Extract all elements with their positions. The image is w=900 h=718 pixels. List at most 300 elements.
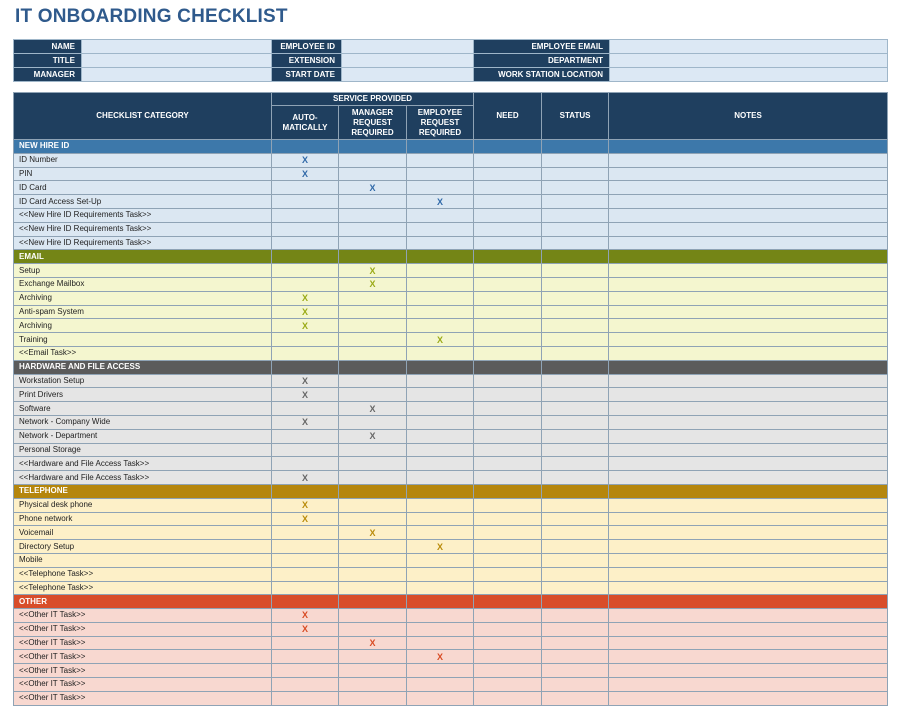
- status-cell[interactable]: [542, 471, 609, 485]
- need-cell[interactable]: [474, 498, 542, 512]
- auto-mark-cell: X: [272, 471, 339, 485]
- table-row: [14, 305, 888, 319]
- task-cell: <<Other IT Task>>: [14, 609, 272, 623]
- need-cell[interactable]: [474, 443, 542, 457]
- status-cell[interactable]: [542, 305, 609, 319]
- auto-mark-cell: [272, 581, 339, 595]
- table-row: [14, 388, 888, 402]
- task-cell: ID Number: [14, 153, 272, 167]
- need-cell[interactable]: [474, 429, 542, 443]
- need-cell[interactable]: [474, 636, 542, 650]
- employee-request-mark-cell: [407, 678, 474, 692]
- task-cell: Personal Storage: [14, 443, 272, 457]
- table-row: [14, 208, 888, 222]
- notes-cell[interactable]: [609, 553, 888, 567]
- manager-request-mark-cell: [339, 457, 407, 471]
- auto-mark-cell: X: [272, 291, 339, 305]
- need-cell[interactable]: [474, 153, 542, 167]
- status-cell[interactable]: [542, 553, 609, 567]
- manager-request-mark-cell: [339, 691, 407, 705]
- task-cell: Phone network: [14, 512, 272, 526]
- auto-mark-cell: X: [272, 512, 339, 526]
- status-cell[interactable]: [542, 277, 609, 291]
- auto-mark-cell: X: [272, 498, 339, 512]
- manager-request-mark-cell: [339, 291, 407, 305]
- auto-mark-cell: [272, 664, 339, 678]
- task-cell: <<Other IT Task>>: [14, 622, 272, 636]
- notes-cell[interactable]: [609, 333, 888, 347]
- checklist-body: [14, 140, 888, 706]
- section-header-cell: [474, 595, 542, 609]
- auto-mark-cell: [272, 429, 339, 443]
- task-cell: <<Other IT Task>>: [14, 678, 272, 692]
- manager-request-header: MANAGER REQUEST REQUIRED: [339, 106, 407, 140]
- manager-request-mark-cell: [339, 305, 407, 319]
- section-header-cell: [474, 360, 542, 374]
- employee-request-mark-cell: [407, 167, 474, 181]
- extension-label: EXTENSION: [272, 54, 342, 68]
- section-header: [14, 250, 888, 264]
- table-row: [14, 540, 888, 554]
- section-title: NEW HIRE ID: [14, 140, 272, 154]
- manager-request-mark-cell: [339, 236, 407, 250]
- need-cell[interactable]: [474, 609, 542, 623]
- status-cell[interactable]: [542, 512, 609, 526]
- notes-cell[interactable]: [609, 236, 888, 250]
- section-header-cell: [339, 360, 407, 374]
- notes-cell[interactable]: [609, 636, 888, 650]
- task-cell: Setup: [14, 264, 272, 278]
- employee-info-table: [13, 39, 888, 82]
- employee-id-field[interactable]: [342, 40, 474, 54]
- task-cell: Archiving: [14, 291, 272, 305]
- notes-cell[interactable]: [609, 388, 888, 402]
- title-field[interactable]: [82, 54, 272, 68]
- need-cell[interactable]: [474, 195, 542, 209]
- auto-mark-cell: X: [272, 388, 339, 402]
- status-cell[interactable]: [542, 208, 609, 222]
- status-cell[interactable]: [542, 526, 609, 540]
- notes-cell[interactable]: [609, 319, 888, 333]
- status-cell[interactable]: [542, 195, 609, 209]
- notes-cell[interactable]: [609, 277, 888, 291]
- auto-mark-cell: [272, 222, 339, 236]
- task-cell: Physical desk phone: [14, 498, 272, 512]
- page-title: IT ONBOARDING CHECKLIST: [15, 6, 288, 27]
- notes-cell[interactable]: [609, 346, 888, 360]
- manager-request-mark-cell: [339, 208, 407, 222]
- task-cell: <<New Hire ID Requirements Task>>: [14, 208, 272, 222]
- notes-header: NOTES: [609, 93, 888, 140]
- task-cell: Print Drivers: [14, 388, 272, 402]
- employee-email-label: EMPLOYEE EMAIL: [474, 40, 610, 54]
- section-header-cell: [407, 595, 474, 609]
- section-title: TELEPHONE: [14, 484, 272, 498]
- title-label: TITLE: [14, 54, 82, 68]
- section-header-cell: [407, 140, 474, 154]
- status-cell[interactable]: [542, 678, 609, 692]
- manager-request-mark-cell: [339, 567, 407, 581]
- notes-cell[interactable]: [609, 443, 888, 457]
- task-cell: Directory Setup: [14, 540, 272, 554]
- table-row: [14, 222, 888, 236]
- need-cell[interactable]: [474, 540, 542, 554]
- section-title: EMAIL: [14, 250, 272, 264]
- manager-request-mark-cell: [339, 319, 407, 333]
- manager-request-mark-cell: [339, 415, 407, 429]
- need-cell[interactable]: [474, 277, 542, 291]
- auto-mark-cell: [272, 181, 339, 195]
- task-cell: Training: [14, 333, 272, 347]
- notes-cell[interactable]: [609, 429, 888, 443]
- employee-request-mark-cell: [407, 305, 474, 319]
- task-cell: <<Telephone Task>>: [14, 567, 272, 581]
- employee-request-mark-cell: [407, 512, 474, 526]
- need-cell[interactable]: [474, 319, 542, 333]
- notes-cell[interactable]: [609, 540, 888, 554]
- need-cell[interactable]: [474, 691, 542, 705]
- section-header-cell: [272, 250, 339, 264]
- notes-cell[interactable]: [609, 567, 888, 581]
- status-cell[interactable]: [542, 236, 609, 250]
- status-cell[interactable]: [542, 388, 609, 402]
- table-row: [14, 526, 888, 540]
- notes-cell[interactable]: [609, 264, 888, 278]
- notes-cell[interactable]: [609, 664, 888, 678]
- need-cell[interactable]: [474, 333, 542, 347]
- department-label: DEPARTMENT: [474, 54, 610, 68]
- auto-mark-cell: [272, 457, 339, 471]
- section-header-cell: [272, 484, 339, 498]
- task-cell: <<New Hire ID Requirements Task>>: [14, 236, 272, 250]
- table-row: [14, 553, 888, 567]
- section-title: OTHER: [14, 595, 272, 609]
- employee-request-mark-cell: [407, 429, 474, 443]
- table-row: [14, 264, 888, 278]
- need-cell[interactable]: [474, 222, 542, 236]
- notes-cell[interactable]: [609, 622, 888, 636]
- status-cell[interactable]: [542, 567, 609, 581]
- need-cell[interactable]: [474, 678, 542, 692]
- need-cell[interactable]: [474, 402, 542, 416]
- status-cell[interactable]: [542, 581, 609, 595]
- need-cell[interactable]: [474, 291, 542, 305]
- notes-cell[interactable]: [609, 691, 888, 705]
- section-header-cell: [339, 595, 407, 609]
- department-field[interactable]: [610, 54, 888, 68]
- employee-request-mark-cell: [407, 415, 474, 429]
- auto-mark-cell: [272, 333, 339, 347]
- notes-cell[interactable]: [609, 195, 888, 209]
- status-cell[interactable]: [542, 415, 609, 429]
- notes-cell[interactable]: [609, 512, 888, 526]
- task-cell: Mobile: [14, 553, 272, 567]
- need-cell[interactable]: [474, 512, 542, 526]
- notes-cell[interactable]: [609, 650, 888, 664]
- employee-request-mark-cell: [407, 374, 474, 388]
- table-row: [14, 498, 888, 512]
- section-header-cell: [609, 595, 888, 609]
- manager-request-mark-cell: [339, 609, 407, 623]
- employee-request-mark-cell: X: [407, 195, 474, 209]
- employee-request-mark-cell: [407, 402, 474, 416]
- status-cell[interactable]: [542, 429, 609, 443]
- auto-mark-cell: [272, 567, 339, 581]
- employee-request-mark-cell: [407, 319, 474, 333]
- notes-cell[interactable]: [609, 153, 888, 167]
- employee-request-mark-cell: [407, 277, 474, 291]
- table-row: [14, 374, 888, 388]
- name-field[interactable]: [82, 40, 272, 54]
- section-header-cell: [272, 595, 339, 609]
- auto-mark-cell: [272, 264, 339, 278]
- status-cell[interactable]: [542, 222, 609, 236]
- need-cell[interactable]: [474, 388, 542, 402]
- section-header-cell: [609, 140, 888, 154]
- auto-mark-cell: [272, 650, 339, 664]
- manager-request-mark-cell: X: [339, 264, 407, 278]
- section-header-cell: [474, 250, 542, 264]
- manager-request-mark-cell: [339, 443, 407, 457]
- table-row: [14, 236, 888, 250]
- auto-mark-cell: X: [272, 415, 339, 429]
- status-cell[interactable]: [542, 264, 609, 278]
- need-cell[interactable]: [474, 264, 542, 278]
- manager-request-mark-cell: [339, 678, 407, 692]
- table-row: [14, 167, 888, 181]
- manager-field[interactable]: [82, 68, 272, 82]
- start-date-field[interactable]: [342, 68, 474, 82]
- table-row: [14, 664, 888, 678]
- task-cell: <<Other IT Task>>: [14, 691, 272, 705]
- notes-cell[interactable]: [609, 167, 888, 181]
- employee-request-mark-cell: [407, 567, 474, 581]
- manager-request-mark-cell: X: [339, 429, 407, 443]
- need-cell[interactable]: [474, 181, 542, 195]
- section-header-cell: [609, 250, 888, 264]
- status-cell[interactable]: [542, 319, 609, 333]
- need-cell[interactable]: [474, 664, 542, 678]
- need-cell[interactable]: [474, 471, 542, 485]
- section-header-cell: [542, 484, 609, 498]
- employee-request-mark-cell: [407, 471, 474, 485]
- auto-mark-cell: X: [272, 167, 339, 181]
- task-cell: Exchange Mailbox: [14, 277, 272, 291]
- table-row: [14, 581, 888, 595]
- employee-email-field[interactable]: [610, 40, 888, 54]
- status-cell[interactable]: [542, 622, 609, 636]
- status-cell[interactable]: [542, 181, 609, 195]
- auto-mark-cell: [272, 636, 339, 650]
- status-cell[interactable]: [542, 540, 609, 554]
- auto-mark-cell: X: [272, 153, 339, 167]
- notes-cell[interactable]: [609, 415, 888, 429]
- status-cell[interactable]: [542, 167, 609, 181]
- manager-request-mark-cell: [339, 346, 407, 360]
- need-cell[interactable]: [474, 305, 542, 319]
- task-cell: <<Other IT Task>>: [14, 636, 272, 650]
- extension-field[interactable]: [342, 54, 474, 68]
- section-header-cell: [339, 484, 407, 498]
- need-cell[interactable]: [474, 167, 542, 181]
- status-cell[interactable]: [542, 650, 609, 664]
- task-cell: Network - Department: [14, 429, 272, 443]
- table-row: [14, 181, 888, 195]
- auto-mark-cell: X: [272, 319, 339, 333]
- employee-request-header: EMPLOYEE REQUEST REQUIRED: [407, 106, 474, 140]
- notes-cell[interactable]: [609, 471, 888, 485]
- notes-cell[interactable]: [609, 402, 888, 416]
- auto-mark-cell: [272, 526, 339, 540]
- need-cell[interactable]: [474, 650, 542, 664]
- notes-cell[interactable]: [609, 222, 888, 236]
- task-cell: Anti-spam System: [14, 305, 272, 319]
- status-cell[interactable]: [542, 333, 609, 347]
- task-cell: PIN: [14, 167, 272, 181]
- section-header-cell: [339, 250, 407, 264]
- section-header: [14, 595, 888, 609]
- auto-mark-cell: X: [272, 305, 339, 319]
- auto-mark-cell: X: [272, 622, 339, 636]
- task-cell: Archiving: [14, 319, 272, 333]
- manager-request-mark-cell: X: [339, 402, 407, 416]
- auto-mark-cell: [272, 195, 339, 209]
- category-header: CHECKLIST CATEGORY: [14, 93, 272, 140]
- need-cell[interactable]: [474, 415, 542, 429]
- employee-request-mark-cell: [407, 581, 474, 595]
- task-cell: <<Email Task>>: [14, 346, 272, 360]
- table-row: [14, 691, 888, 705]
- need-cell[interactable]: [474, 208, 542, 222]
- need-cell[interactable]: [474, 236, 542, 250]
- employee-request-mark-cell: X: [407, 540, 474, 554]
- need-cell[interactable]: [474, 457, 542, 471]
- name-label: NAME: [14, 40, 82, 54]
- need-header: NEED: [474, 93, 542, 140]
- manager-request-mark-cell: [339, 581, 407, 595]
- employee-request-mark-cell: [407, 208, 474, 222]
- section-header-cell: [542, 140, 609, 154]
- section-header-cell: [272, 360, 339, 374]
- section-header: [14, 360, 888, 374]
- workstation-location-field[interactable]: [610, 68, 888, 82]
- status-cell[interactable]: [542, 498, 609, 512]
- employee-request-mark-cell: [407, 388, 474, 402]
- employee-request-mark-cell: [407, 498, 474, 512]
- table-row: [14, 471, 888, 485]
- status-cell[interactable]: [542, 609, 609, 623]
- status-cell[interactable]: [542, 346, 609, 360]
- task-cell: Software: [14, 402, 272, 416]
- need-cell[interactable]: [474, 374, 542, 388]
- status-cell[interactable]: [542, 374, 609, 388]
- manager-request-mark-cell: [339, 540, 407, 554]
- manager-request-mark-cell: [339, 167, 407, 181]
- auto-mark-cell: [272, 443, 339, 457]
- employee-request-mark-cell: X: [407, 333, 474, 347]
- table-row: [14, 609, 888, 623]
- auto-mark-cell: [272, 553, 339, 567]
- auto-mark-cell: [272, 540, 339, 554]
- section-header-cell: [474, 140, 542, 154]
- notes-cell[interactable]: [609, 374, 888, 388]
- table-row: [14, 429, 888, 443]
- section-header: [14, 140, 888, 154]
- task-cell: ID Card: [14, 181, 272, 195]
- start-date-label: START DATE: [272, 68, 342, 82]
- notes-cell[interactable]: [609, 305, 888, 319]
- status-cell[interactable]: [542, 457, 609, 471]
- employee-request-mark-cell: [407, 636, 474, 650]
- notes-cell[interactable]: [609, 678, 888, 692]
- table-row: [14, 678, 888, 692]
- manager-request-mark-cell: X: [339, 526, 407, 540]
- auto-header: AUTO-MATICALLY: [272, 106, 339, 140]
- table-row: [14, 291, 888, 305]
- need-cell[interactable]: [474, 553, 542, 567]
- manager-request-mark-cell: X: [339, 636, 407, 650]
- need-cell[interactable]: [474, 346, 542, 360]
- status-cell[interactable]: [542, 636, 609, 650]
- notes-cell[interactable]: [609, 208, 888, 222]
- manager-request-mark-cell: X: [339, 277, 407, 291]
- manager-request-mark-cell: [339, 664, 407, 678]
- status-cell[interactable]: [542, 443, 609, 457]
- service-provided-header: SERVICE PROVIDED: [272, 93, 474, 106]
- notes-cell[interactable]: [609, 498, 888, 512]
- section-header-cell: [407, 250, 474, 264]
- status-cell[interactable]: [542, 402, 609, 416]
- section-header-cell: [272, 140, 339, 154]
- status-cell[interactable]: [542, 664, 609, 678]
- need-cell[interactable]: [474, 526, 542, 540]
- auto-mark-cell: [272, 346, 339, 360]
- table-row: [14, 333, 888, 347]
- notes-cell[interactable]: [609, 609, 888, 623]
- notes-cell[interactable]: [609, 526, 888, 540]
- employee-request-mark-cell: [407, 222, 474, 236]
- task-cell: ID Card Access Set-Up: [14, 195, 272, 209]
- manager-request-mark-cell: [339, 622, 407, 636]
- employee-request-mark-cell: [407, 553, 474, 567]
- need-cell[interactable]: [474, 581, 542, 595]
- section-header: [14, 484, 888, 498]
- notes-cell[interactable]: [609, 181, 888, 195]
- status-cell[interactable]: [542, 153, 609, 167]
- notes-cell[interactable]: [609, 457, 888, 471]
- table-row: [14, 443, 888, 457]
- table-row: [14, 650, 888, 664]
- table-row: [14, 153, 888, 167]
- status-cell[interactable]: [542, 291, 609, 305]
- status-cell[interactable]: [542, 691, 609, 705]
- task-cell: <<Other IT Task>>: [14, 664, 272, 678]
- task-cell: Voicemail: [14, 526, 272, 540]
- notes-cell[interactable]: [609, 581, 888, 595]
- auto-mark-cell: X: [272, 609, 339, 623]
- table-row: [14, 636, 888, 650]
- notes-cell[interactable]: [609, 291, 888, 305]
- employee-request-mark-cell: [407, 153, 474, 167]
- manager-request-mark-cell: [339, 195, 407, 209]
- manager-request-mark-cell: [339, 333, 407, 347]
- employee-request-mark-cell: [407, 264, 474, 278]
- manager-request-mark-cell: [339, 153, 407, 167]
- employee-request-mark-cell: [407, 346, 474, 360]
- section-header-cell: [407, 484, 474, 498]
- need-cell[interactable]: [474, 567, 542, 581]
- need-cell[interactable]: [474, 622, 542, 636]
